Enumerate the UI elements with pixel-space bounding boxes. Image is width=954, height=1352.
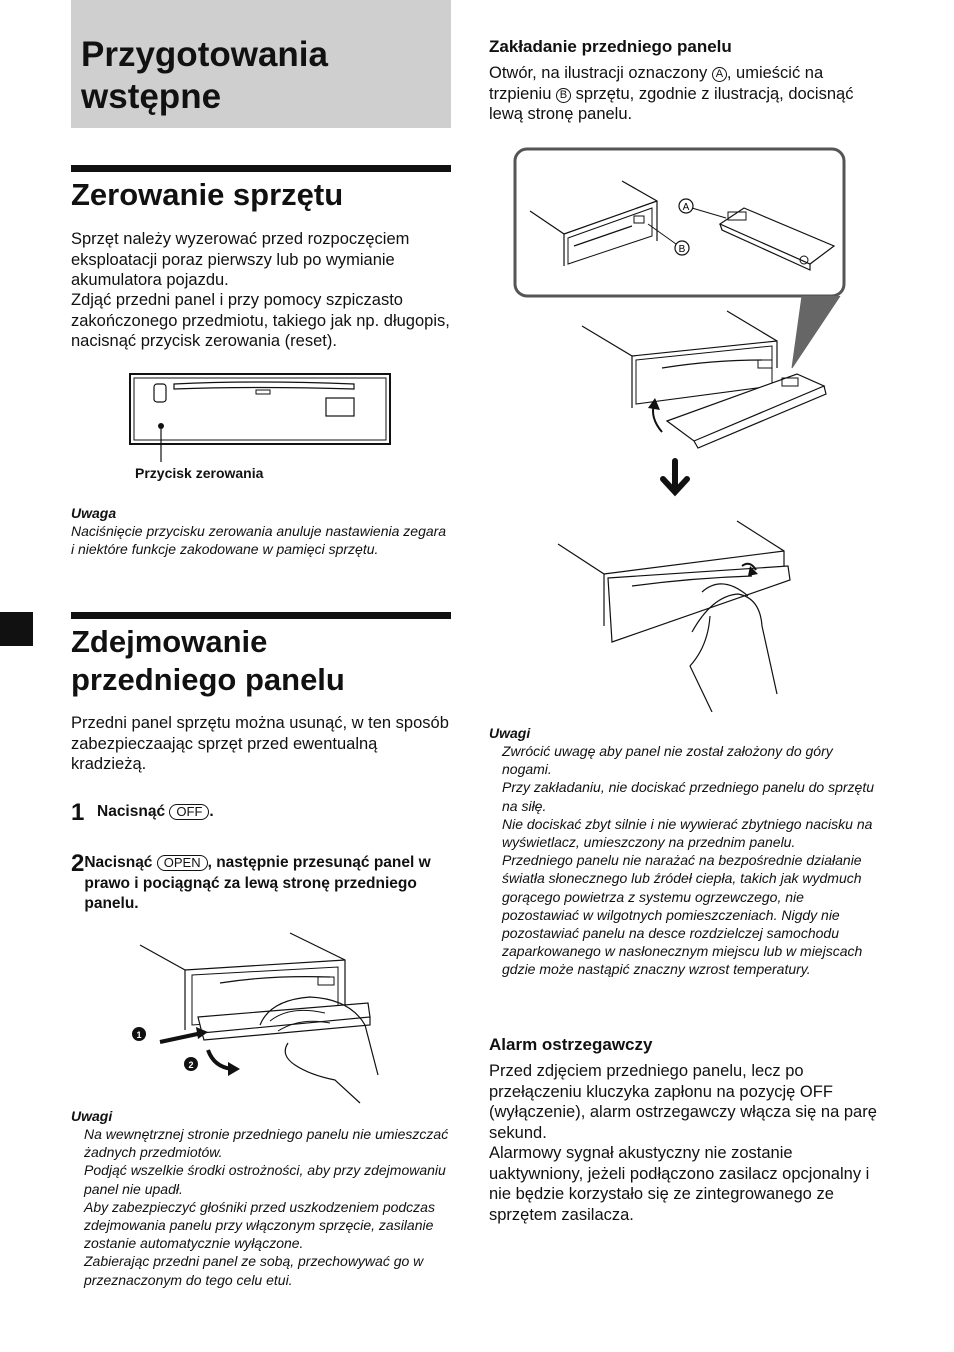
remove-notes-list bbox=[71, 1125, 453, 1289]
panel-removal-illustration bbox=[120, 925, 390, 1105]
list-item: Przedniego panelu nie narażać na bezpośrednie działanie światła słonecznego lub źródeł ciepła, takich jak wydmuch gorącego powietrza z systemu ogrzewczego, nie pozostawiać w wilgotnych pomieszczeniach. Nigdy nie pozostawiać panelu na desce rozdzielczej samochodu zaparkowanego w nasłonecznym miejscu lub w miejscach gdzie może nastąpić znaczny wzrost temperatury. bbox=[502, 852, 863, 978]
list-item: Na wewnętrznej stronie przedniego panelu nie umieszczać żadnych przedmiotów. bbox=[84, 1126, 449, 1161]
step-text bbox=[84, 853, 451, 915]
figure-marker-2: 2 bbox=[188, 1060, 194, 1070]
reset-note-heading: Uwaga bbox=[71, 505, 117, 521]
step-2-label: Nacisnąć bbox=[84, 854, 153, 871]
reset-paragraph-1: Sprzęt należy wyzerować przed rozpoczęciem eksploatacji poraz pierwszy lub po wymianie akumulatora pojazdu. bbox=[71, 230, 410, 289]
step-number: 2 bbox=[71, 850, 85, 877]
alarm-paragraph-1: Przed zdjęciem przedniego panelu, lecz po przełączeniu kluczyka zapłonu na pozycję OFF (wyłączenie), alarm ostrzegawczy włącza się na parę sekund. bbox=[489, 1062, 877, 1142]
off-key: OFF bbox=[169, 804, 209, 820]
reset-paragraph-2: Zdjąć przedni panel i przy pomocy szpiczasto zakończonego przedmiotu, takiego jak np. długopis, nacisnąć przycisk zerowania (reset). bbox=[71, 291, 450, 350]
reset-note-text: Naciśnięcie przycisku zerowania anuluje nastawienia zegara i niektóre funkcje zakodowane w pamięci sprzętu. bbox=[71, 523, 447, 558]
step-2 bbox=[71, 850, 451, 915]
attach-paragraph bbox=[489, 63, 879, 125]
figure-label-a: A bbox=[682, 202, 690, 213]
marker-a-symbol: A bbox=[712, 67, 727, 82]
remove-section-title: Zdejmowanie przedniego panelu bbox=[71, 624, 345, 697]
step-text bbox=[97, 802, 214, 824]
attach-notes-list bbox=[489, 742, 879, 979]
step-2-rest: , następnie przesunąć panel w prawo i pociągnąć za lewą stronę przedniego panelu. bbox=[84, 854, 431, 912]
attach-text-a: Otwór, na ilustracji oznaczony bbox=[489, 64, 708, 82]
figure-label-b: B bbox=[678, 244, 686, 255]
open-key: OPEN bbox=[157, 855, 208, 871]
step-1 bbox=[71, 799, 451, 826]
remove-intro: Przedni panel sprzętu można usunąć, w ten sposób zabezpieczaając sprzęt przed ewentualną kradzieżą. bbox=[71, 714, 449, 773]
marker-b-symbol: B bbox=[556, 88, 571, 103]
page-title: Przygotowania wstępne bbox=[81, 35, 328, 116]
attach-text-b: , umieścić na trzpieniu bbox=[489, 64, 824, 103]
step-number: 1 bbox=[71, 799, 85, 826]
list-item: Nie dociskać zbyt silnie i nie wywierać zbytniego nacisku na wyświetlacz, umieszczony na przednim panelu. bbox=[502, 815, 873, 851]
reset-section-title: Zerowanie sprzętu bbox=[71, 177, 344, 212]
list-item: Zabierając przedni panel ze sobą, przechowywać go w przeznaczonym do tego celu etui. bbox=[84, 1253, 424, 1288]
reset-figure-caption: Przycisk zerowania bbox=[135, 465, 264, 481]
list-item: Zwrócić uwagę aby panel nie został założony do góry nogami. bbox=[502, 743, 833, 778]
attach-notes-heading: Uwagi bbox=[489, 725, 531, 741]
reset-button-illustration bbox=[128, 372, 392, 464]
section-rule bbox=[71, 165, 451, 172]
alarm-paragraph-2: Alarmowy sygnał akustyczny nie zostanie uaktywniony, jeżeli podłączono zasilacz opcjonalny i nie będzie korzystało się ze zintegrowanego ze sprzętem zasilacza. bbox=[489, 1144, 870, 1224]
list-item: Przy zakładaniu, nie dociskać przedniego panelu do sprzętu na siłę. bbox=[502, 779, 875, 814]
chapter-title-box bbox=[71, 0, 451, 128]
step-1-end: . bbox=[209, 803, 214, 820]
attach-section-title: Zakładanie przedniego panelu bbox=[489, 37, 732, 56]
alarm-section-title: Alarm ostrzegawczy bbox=[489, 1035, 653, 1054]
attach-text-c: sprzętu, zgodnie z ilustracją, docisnąć lewą stronę panelu. bbox=[489, 84, 854, 123]
section-marker-tab bbox=[0, 612, 33, 646]
list-item: Aby zabezpieczyć głośniki przed uszkodzeniem podczas zdejmowania panelu przy włączonym sprzęcie, zasilanie zostanie automatycznie wyłączone. bbox=[84, 1198, 435, 1252]
list-item: Podjąć wszelkie środki ostrożności, aby przy zdejmowaniu panel nie upadł. bbox=[84, 1162, 446, 1197]
panel-attach-illustration bbox=[512, 146, 848, 712]
step-1-label: Nacisnąć bbox=[97, 803, 166, 820]
section-rule bbox=[71, 612, 451, 619]
figure-marker-1: 1 bbox=[136, 1030, 142, 1040]
remove-notes-heading: Uwagi bbox=[71, 1108, 113, 1124]
